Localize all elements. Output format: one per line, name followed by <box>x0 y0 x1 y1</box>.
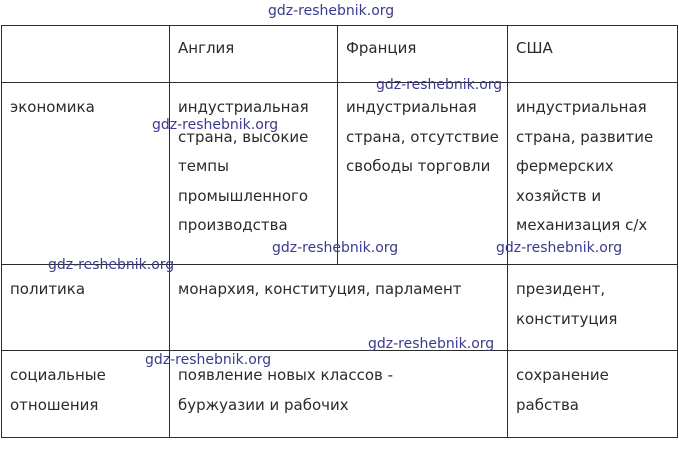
table-row-social <box>2 351 678 438</box>
watermark: gdz-reshebnik.org <box>145 352 272 368</box>
cell-text: индустриальная страна, отсутствие свободы торговли <box>346 98 499 175</box>
watermark: gdz-reshebnik.org <box>152 117 279 133</box>
row-label-economy <box>2 83 170 265</box>
comparison-table <box>1 25 678 438</box>
header-cell-france: Франция <box>338 26 508 83</box>
row-label-text: политика <box>10 280 86 298</box>
header-cell-empty <box>2 26 170 83</box>
table-row-economy <box>2 83 678 265</box>
row-label-politics <box>2 265 170 351</box>
table-header-row <box>2 26 678 83</box>
cell-text: сохранение рабства <box>516 366 609 414</box>
table-row-politics <box>2 265 678 351</box>
row-label-text: экономика <box>10 98 95 116</box>
cell-text: монархия, конституция, парламент <box>178 280 462 298</box>
cell-social-usa <box>508 351 678 438</box>
watermark: gdz-reshebnik.org <box>272 240 399 256</box>
cell-text: появление новых классов - буржуазии и рабочих <box>178 366 394 414</box>
watermark: gdz-reshebnik.org <box>268 3 395 19</box>
watermark: gdz-reshebnik.org <box>496 240 623 256</box>
cell-text: индустриальная страна, развитие фермерских хозяйств и механизация с/х <box>516 98 654 234</box>
cell-economy-usa <box>508 83 678 265</box>
cell-economy-england <box>170 83 338 265</box>
watermark: gdz-reshebnik.org <box>376 77 503 93</box>
cell-politics-usa <box>508 265 678 351</box>
row-label-text: социальные отношения <box>10 366 106 414</box>
watermark: gdz-reshebnik.org <box>48 257 175 273</box>
header-cell-usa: США <box>508 26 678 83</box>
header-cell-england: Англия <box>170 26 338 83</box>
cell-text: президент, конституция <box>516 280 618 328</box>
cell-text: индустриальная страна, высокие темпы промышленного производства <box>178 98 309 234</box>
watermark: gdz-reshebnik.org <box>368 336 495 352</box>
cell-economy-france <box>338 83 508 265</box>
